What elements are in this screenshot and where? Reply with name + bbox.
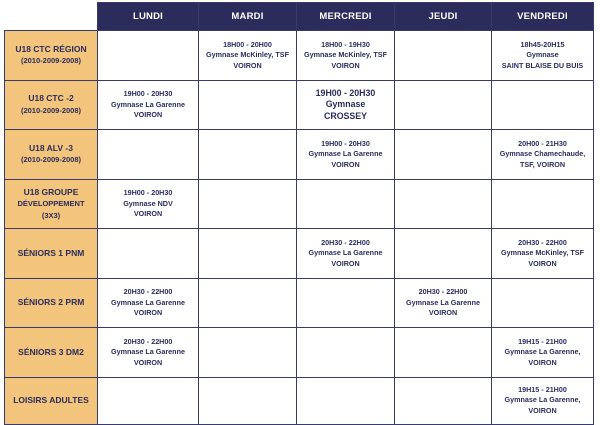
session-time: 20H00 - 21H30 — [518, 138, 567, 148]
empty-cell — [395, 31, 492, 81]
session-city: VOIRON — [528, 405, 557, 415]
empty-cell — [199, 80, 297, 130]
session-cell — [297, 80, 395, 130]
schedule-row — [5, 179, 594, 229]
day-header: VENDREDI — [492, 3, 594, 31]
empty-cell — [199, 377, 297, 424]
session-place: Gymnase La Garenne — [406, 297, 480, 307]
empty-cell — [395, 130, 492, 180]
session-city: VOIRON — [233, 60, 262, 70]
team-name: U18 CTC -2 — [28, 93, 74, 104]
team-name: LOISIRS ADULTES — [13, 394, 89, 405]
session-city: VOIRON — [331, 60, 360, 70]
session-time: 19H00 - 20H30 — [321, 138, 370, 148]
session-place: Gymnase La Garenne — [308, 248, 383, 257]
session-city: VOIRON — [428, 308, 458, 317]
session-place: Gymnase La Garenne — [111, 99, 185, 109]
team-label — [5, 377, 98, 424]
session-place: Gymnase McKinley, TSF — [304, 50, 387, 59]
team-subtitle: (2010-2009-2008) — [20, 56, 82, 66]
team-name: SÉNIORS 1 PNM — [17, 247, 85, 258]
session-cell — [297, 130, 395, 180]
team-label — [5, 229, 98, 279]
session-cell — [98, 80, 199, 130]
team-label — [5, 179, 98, 229]
schedule-row — [5, 278, 594, 328]
schedule-row — [5, 377, 594, 424]
session-cell — [395, 278, 492, 328]
schedule-row — [5, 130, 594, 180]
session-cell — [492, 377, 594, 424]
session-place: Gymnase McKinley, TSF — [206, 50, 289, 59]
day-header: LUNDI — [98, 3, 199, 31]
team-label — [5, 328, 98, 378]
session-cell — [297, 31, 395, 81]
session-place: Gymnase — [325, 99, 366, 109]
session-place: Gymnase La Garenne — [111, 297, 185, 307]
session-cell — [98, 179, 199, 229]
empty-cell — [199, 179, 297, 229]
empty-cell — [492, 179, 594, 229]
empty-cell — [98, 377, 199, 424]
team-label — [5, 80, 98, 130]
session-place: Gymnase La Garenne, — [504, 395, 581, 405]
session-cell — [297, 229, 395, 279]
empty-cell — [492, 80, 594, 130]
empty-cell — [395, 80, 492, 130]
session-time: 20H30 - 22H00 — [123, 287, 173, 296]
session-place: Gymnase McKinley, TSF — [501, 248, 584, 257]
session-cell — [98, 328, 199, 378]
team-subtitle: (2010-2009-2008) — [20, 105, 82, 115]
session-city: VOIRON — [133, 308, 163, 317]
session-time: 19H00 - 20H30 — [123, 89, 173, 98]
session-time: 20H30 - 22H00 — [321, 237, 370, 247]
schedule-body — [5, 31, 594, 425]
team-label — [5, 31, 98, 81]
empty-cell — [492, 278, 594, 328]
team-subtitle: DÉVELOPPEMENT — [17, 199, 85, 208]
empty-cell — [98, 31, 199, 81]
session-city: TSF, VOIRON — [519, 159, 566, 169]
team-label — [5, 278, 98, 328]
session-cell — [492, 328, 594, 378]
session-place: Gymnase Chamechaude, — [499, 149, 586, 158]
day-header: MARDI — [199, 3, 297, 31]
header-row — [5, 3, 594, 31]
team-name: SÉNIORS 3 DM2 — [18, 346, 84, 357]
session-cell — [492, 229, 594, 279]
session-time: 19H15 - 21H00 — [518, 336, 567, 346]
empty-cell — [199, 130, 297, 180]
session-time: 18h45-20H15 — [520, 39, 565, 49]
empty-cell — [98, 130, 199, 180]
session-cell — [98, 278, 199, 328]
session-cell — [492, 130, 594, 180]
empty-cell — [395, 377, 492, 424]
schedule-table — [4, 2, 594, 425]
corner-cell — [5, 3, 98, 31]
session-time: 20H30 - 22H00 — [418, 287, 468, 296]
session-time: 19H00 - 20H30 — [315, 87, 376, 98]
empty-cell — [297, 278, 395, 328]
session-city: CROSSEY — [323, 110, 368, 121]
empty-cell — [395, 179, 492, 229]
empty-cell — [297, 179, 395, 229]
session-cell — [492, 31, 594, 81]
schedule-row — [5, 80, 594, 130]
empty-cell — [199, 229, 297, 279]
session-city: VOIRON — [331, 258, 360, 268]
session-cell — [199, 31, 297, 81]
team-name: SÉNIORS 2 PRM — [17, 297, 85, 307]
empty-cell — [98, 229, 199, 279]
team-name: U18 ALV -3 — [29, 142, 73, 153]
session-city: VOIRON — [133, 209, 163, 218]
session-city: VOIRON — [133, 357, 163, 367]
empty-cell — [199, 278, 297, 328]
session-city: VOIRON — [133, 110, 163, 119]
team-label — [5, 130, 98, 180]
session-time: 20H30 - 22H00 — [123, 336, 173, 346]
day-header: JEUDI — [395, 3, 492, 31]
session-time: 18H00 - 19H30 — [321, 39, 370, 49]
empty-cell — [199, 328, 297, 378]
team-subtitle: (3X3) — [41, 210, 61, 220]
day-header: MERCREDI — [297, 3, 395, 31]
session-place: Gymnase — [526, 50, 559, 59]
empty-cell — [297, 328, 395, 378]
session-time: 19H00 - 20H30 — [123, 188, 173, 197]
session-city: VOIRON — [331, 159, 360, 169]
session-time: 20H30 - 22H00 — [518, 237, 567, 247]
session-time: 18H00 - 20H00 — [223, 39, 272, 49]
empty-cell — [297, 377, 395, 424]
empty-cell — [395, 328, 492, 378]
schedule-row — [5, 31, 594, 81]
schedule-row — [5, 229, 594, 279]
session-time: 19H15 - 21H00 — [518, 384, 567, 394]
session-city: VOIRON — [528, 258, 557, 268]
team-name: U18 CTC RÉGION — [15, 43, 87, 54]
session-city: SAINT BLAISE DU BUIS — [501, 60, 584, 70]
schedule-row — [5, 328, 594, 378]
session-place: Gymnase La Garenne, — [504, 347, 581, 356]
team-subtitle: (2010-2009-2008) — [20, 155, 82, 165]
empty-cell — [395, 229, 492, 279]
session-city: VOIRON — [528, 357, 557, 367]
team-name: U18 GROUPE — [23, 186, 79, 197]
session-place: Gymnase La Garenne — [308, 149, 383, 158]
session-place: Gymnase La Garenne — [111, 347, 185, 356]
session-place: Gymnase NDV — [123, 198, 173, 208]
